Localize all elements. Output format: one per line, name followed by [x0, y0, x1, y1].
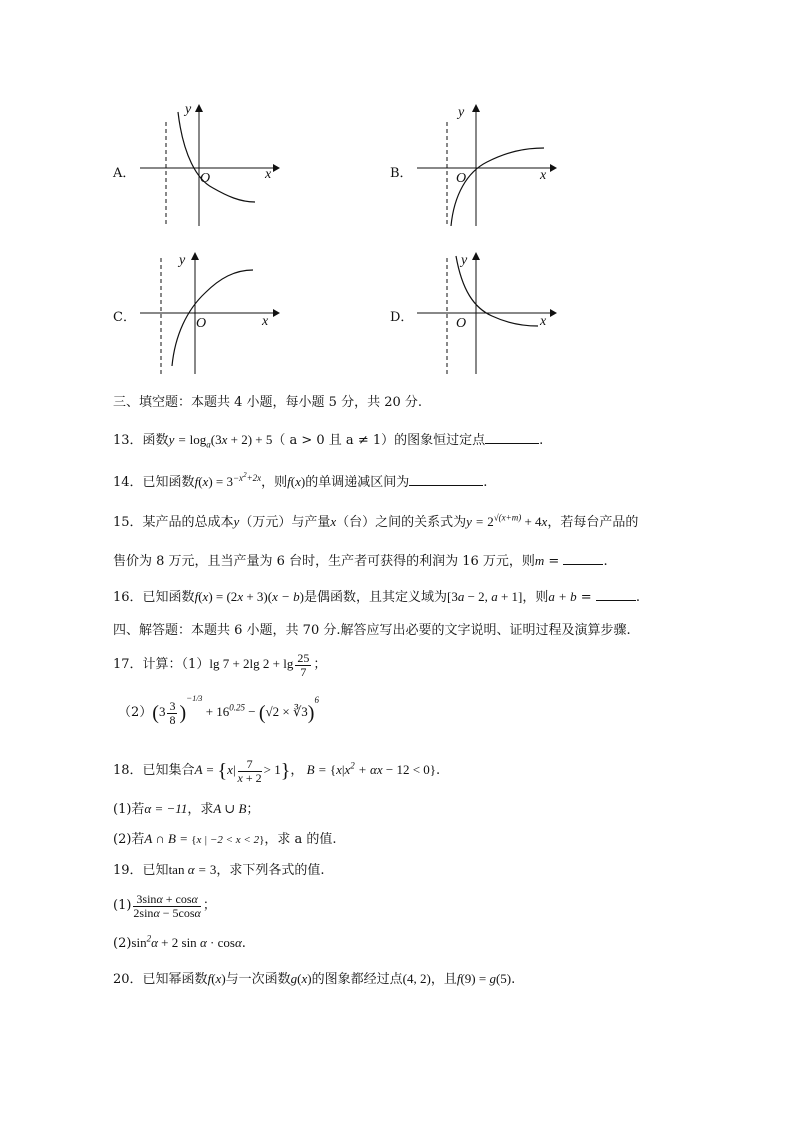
q14-number: 14．: [113, 475, 143, 490]
q15-var-m: m: [534, 553, 545, 568]
question-15-line-2: 售价为 8 万元，且当产量为 6 台时，生产者可获得的利润为 16 万元，则m = .: [113, 553, 608, 569]
y-axis-arrow: [472, 252, 480, 260]
graph-c: [135, 250, 280, 380]
x-axis-label: x: [262, 314, 269, 329]
y-axis-arrow: [195, 104, 203, 112]
x-axis-arrow: [550, 309, 557, 317]
q14-function: f(x): [287, 474, 306, 489]
q17-expression-1: lg 7 + 2lg 2 + lg $\frac{25}{7}$: [209, 651, 310, 679]
option-b-label: B．: [390, 166, 413, 181]
y-axis-arrow: [191, 252, 199, 260]
q15-formula: $y = 2^{√(x+m)} + 4x$: [466, 512, 548, 529]
origin-label: O: [200, 171, 211, 186]
q13-condition: （ a > 0 且 a ≠ 1）的图象恒过定点: [272, 433, 486, 448]
curve: [456, 256, 538, 326]
q15-var-x: x: [330, 514, 337, 529]
question-14: 14．已知函数$f(x) = 3^{-x^2+2x}$，则f(x)的单调递减区间为 .: [113, 470, 488, 490]
q19-condition: tan α = 3: [168, 862, 217, 877]
question-18-part-2: (2)若A ∩ B = {x | −2 < x < 2}，求 a 的值.: [113, 831, 337, 847]
q13-prefix: 函数: [142, 433, 169, 448]
q13-formula: $y = \log_a(3x + 2) + 5$: [168, 432, 273, 450]
curve: [172, 270, 253, 366]
question-19: 19．已知tan α = 3，求下列各式的值.: [113, 862, 325, 878]
question-19-part-1: (1) $\frac{3\sin\alpha + \cos\alpha}{2\sin\alpha - 5\cos\alpha}$ ；: [113, 892, 216, 920]
q18-set-b: $B = \{x|x^2 + \alpha x - 12 < 0\}$: [303, 760, 437, 778]
question-19-part-2: $(2)\sin^2\alpha + 2$ sin α · cosα.: [113, 933, 246, 951]
q19-expression-1: $\frac{3\sin\alpha + \cos\alpha}{2\sin\alpha - 5\cos\alpha}$: [133, 892, 201, 920]
question-17-part-2: （2）(3 $\frac{3}{8}$ )$^{-1/3} + 16^{0.25} - (√2$ × ∛3)$^6$: [118, 692, 319, 727]
q17-expression-2: (3 $\frac{3}{8}$ )$^{-1/3} + 16^{0.25} - (√2$ × ∛3)$^6$: [152, 692, 319, 727]
question-17-part-1: 17．计算：（1）lg 7 + 2lg 2 + lg $\frac{25}{7}$ ；: [113, 651, 327, 679]
x-axis-label: x: [265, 167, 272, 182]
x-axis-arrow: [550, 164, 557, 172]
y-axis-label: y: [179, 253, 186, 268]
y-axis-label: y: [185, 102, 192, 117]
question-18-part-1: (1)若α = −11，求A ∪ B；: [113, 801, 260, 817]
q18-set-a: A = {x| $\frac{7}{x + 2}$ > 1}: [194, 757, 291, 785]
curve: [178, 112, 255, 202]
question-20: 20．已知幂函数f(x)与一次函数g(x)的图象都经过点(4, 2)，且f(9) = g(5).: [113, 971, 516, 987]
origin-label: O: [456, 316, 467, 331]
y-axis-arrow: [472, 104, 480, 112]
option-d-label: D．: [390, 310, 414, 325]
q16-formula: f(x) = (2x + 3)(x − b): [194, 589, 304, 604]
x-axis-label: x: [540, 168, 547, 183]
graph-a: [135, 100, 280, 230]
graph-b: [412, 100, 557, 230]
q15-var-y: y: [233, 514, 240, 529]
section-3-heading: 三、填空题：本题共 4 小题，每小题 5 分，共 20 分.: [113, 395, 423, 410]
question-18: 18．已知集合A = {x| $\frac{7}{x + 2}$ > 1}， $B = \{x|x^2 + \alpha x - 12 < 0\}$.: [113, 757, 441, 785]
graph-d: [412, 250, 557, 380]
q13-number: 13．: [113, 433, 143, 448]
x-axis-arrow: [273, 164, 280, 172]
q16-answer-blank[interactable]: [596, 588, 636, 601]
x-axis-label: x: [540, 314, 547, 329]
origin-label: O: [196, 316, 207, 331]
question-15-line-1: 15．某产品的总成本y（万元）与产量x（台）之间的关系式为$y = 2^{√(x+m)} + 4x$，若每台产品的: [113, 512, 639, 530]
q14-formula: $f(x) = 3^{-x^2+2x}$: [194, 470, 262, 489]
y-axis-label: y: [458, 105, 465, 120]
question-16: 16．已知函数f(x) = (2x + 3)(x − b)是偶函数，且其定义域为[3a − 2, a + 1]，则a + b = .: [113, 589, 640, 605]
curve: [451, 148, 544, 226]
option-a-label: A．: [113, 166, 136, 181]
q15-answer-blank[interactable]: [563, 552, 603, 565]
q19-expression-2: $\sin^2\alpha + 2$ sin α · cosα: [131, 933, 242, 950]
option-c-label: C．: [113, 310, 136, 325]
question-13: 13．函数$y = \log_a(3x + 2) + 5$（ a > 0 且 a ≠ 1）的图象恒过定点 .: [113, 432, 544, 450]
q14-answer-blank[interactable]: [409, 473, 483, 486]
q13-answer-blank[interactable]: [485, 431, 539, 444]
y-axis-label: y: [461, 253, 468, 268]
origin-label: O: [456, 171, 467, 186]
q16-domain: [3a − 2, a + 1]: [447, 589, 523, 604]
q16-expression: a + b: [548, 589, 577, 604]
section-4-heading: 四、解答题：本题共 6 小题，共 70 分.解答应写出必要的文字说明、证明过程及演算步骤.: [113, 623, 631, 638]
x-axis-arrow: [273, 309, 280, 317]
q14-prefix: 已知函数: [142, 475, 195, 490]
